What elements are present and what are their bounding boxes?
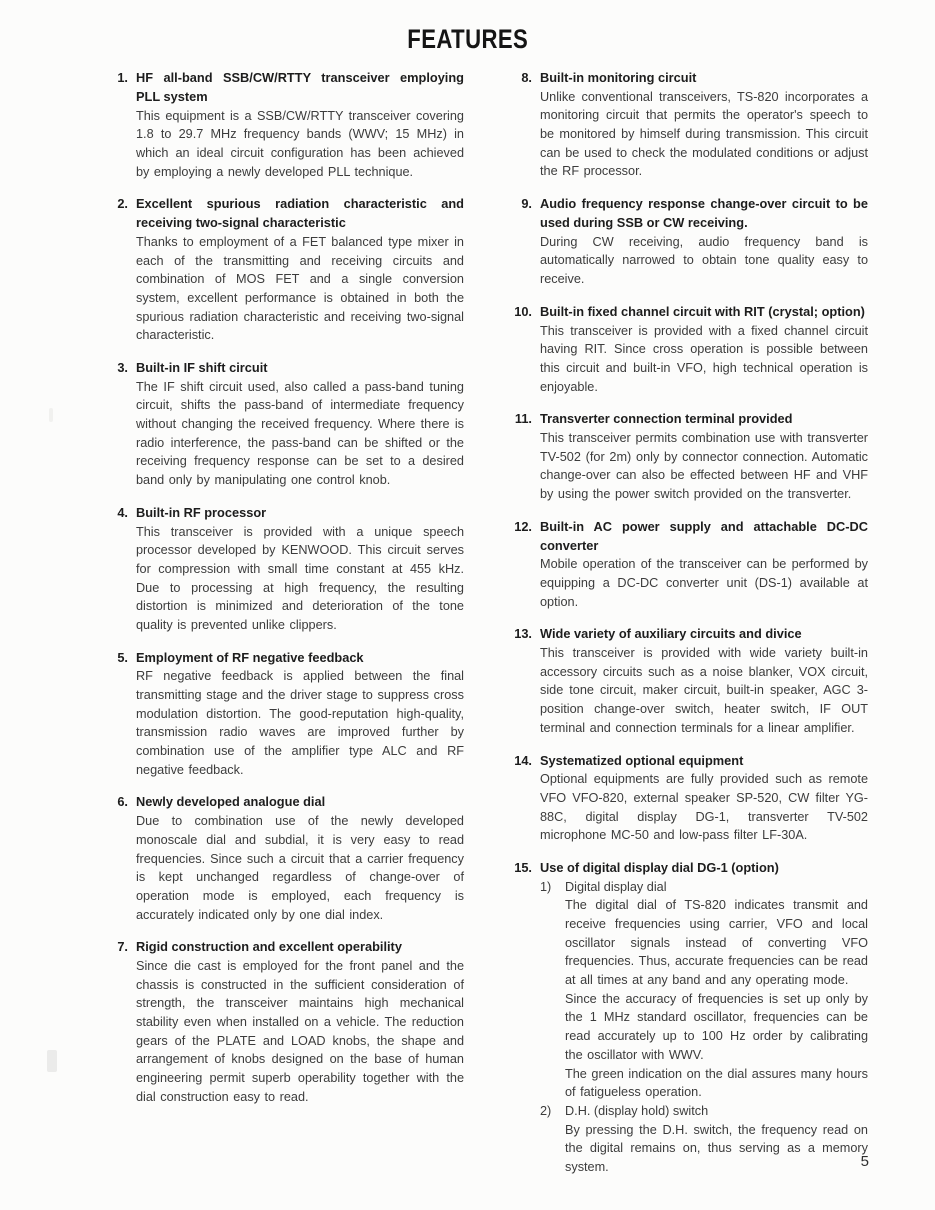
feature-paragraph: During CW receiving, audio frequency band is automatically narrowed to obtain tone quality easy to receive. xyxy=(540,234,868,287)
feature-number: 11. xyxy=(514,411,532,427)
feature-item xyxy=(104,504,464,635)
feature-number: 14. xyxy=(514,752,532,768)
feature-heading xyxy=(104,793,464,812)
feature-paragraph: This transceiver is provided with wide variety built-in accessory circuits such as a noise blanker, VOX circuit, side tone circuit, maker circuit, built-in speaker, AGC 3-position change-over switch, heater switch, IF OUT terminal and connection terminals for a linear amplifier. xyxy=(540,646,868,735)
page-number: 5 xyxy=(860,1153,869,1170)
subitem-number: 1) xyxy=(540,879,552,894)
feature-number: 7. xyxy=(117,939,128,955)
feature-heading xyxy=(104,195,464,233)
page-title xyxy=(0,0,935,55)
feature-item xyxy=(508,859,868,1177)
feature-number: 3. xyxy=(117,359,128,375)
feature-item xyxy=(508,195,868,289)
scan-artifact xyxy=(49,408,53,422)
feature-item xyxy=(104,195,464,345)
feature-heading-text: Built-in IF shift circuit xyxy=(136,359,268,375)
right-column xyxy=(508,69,868,1191)
subitem-paragraph: By pressing the D.H. switch, the frequency read on the digital remains on, thus serving as a memory system. xyxy=(565,1122,868,1174)
feature-heading xyxy=(104,69,464,107)
feature-number: 6. xyxy=(117,794,128,810)
feature-heading-text: Audio frequency response change-over circuit to be used during SSB or CW receiving. xyxy=(540,196,868,230)
subitem-paragraph: Since the accuracy of frequencies is set up only by the 1 MHz standard oscillator, frequencies can be read accurately up to 100 Hz order by calibrating the oscillator with WWV. xyxy=(565,991,868,1062)
feature-heading xyxy=(104,504,464,523)
feature-number: 5. xyxy=(117,649,128,665)
feature-item xyxy=(104,359,464,490)
feature-heading xyxy=(104,649,464,668)
feature-paragraph: Thanks to employment of a FET balanced type mixer in each of the transmitting and receiving circuits and combination of MOS FET and a single conversion system, excellent performance is obtained in both the spurious radiation characteristic and receiving two-signal characteristic. xyxy=(136,234,464,343)
feature-heading-text: Excellent spurious radiation characteristic and receiving two-signal characteristic xyxy=(136,196,464,231)
feature-subitem xyxy=(540,878,868,1102)
feature-heading-text: Newly developed analogue dial xyxy=(136,794,326,810)
feature-paragraph: Mobile operation of the transceiver can be performed by equipping a DC-DC converter unit (DS-1) available at option. xyxy=(540,557,868,609)
feature-heading-text: Employment of RF negative feedback xyxy=(136,649,364,665)
feature-item xyxy=(104,69,464,181)
feature-heading-text: Use of digital display dial DG-1 (option) xyxy=(540,859,779,875)
feature-heading xyxy=(508,859,868,878)
feature-number: 1. xyxy=(117,70,128,85)
feature-heading-text: Transverter connection terminal provided xyxy=(540,411,793,427)
feature-number: 4. xyxy=(117,504,128,520)
feature-subitem xyxy=(540,1102,868,1177)
feature-paragraph: RF negative feedback is applied between the final transmitting stage and the driver stage to suppress cross modulation distortion. The good-reputation high-quality, transmission radio waves are improved further by combination use of the amplifier type ALC and RF negative feedback. xyxy=(136,669,464,777)
feature-number: 8. xyxy=(521,70,532,85)
feature-paragraph: This transceiver permits combination use with transverter TV-502 (for 2m) only by connector connection. Automatic change-over can also be effected between HF and VHF by using the power switch provided on the transverter. xyxy=(540,431,868,502)
two-column-layout xyxy=(104,69,868,1191)
feature-item xyxy=(508,752,868,845)
feature-item xyxy=(104,938,464,1106)
feature-item xyxy=(104,649,464,780)
feature-heading xyxy=(508,518,868,556)
page-title-text: FEATURES xyxy=(407,24,528,54)
feature-heading-text: Built-in fixed channel circuit with RIT (crystal; option) xyxy=(540,303,865,319)
feature-paragraph: This transceiver is provided with a unique speech processor developed by KENWOOD. This circuit serves for compression with small time constant at 455 kHz. Due to processing at high frequency, the resulting distortion is minimized and deterioration of the tone quality is prevented unlike clippers. xyxy=(136,524,464,632)
feature-number: 13. xyxy=(514,626,532,642)
feature-paragraph: The IF shift circuit used, also called a pass-band tuning circuit, shifts the pass-band of intermediate frequency without changing the received frequency. Where there is radio interference, the pass-band can be shifted or the receiving frequency response can be set to a desired band only by manipulating one control knob. xyxy=(136,379,464,488)
feature-heading xyxy=(508,625,868,644)
feature-heading xyxy=(104,938,464,957)
feature-paragraph: This equipment is a SSB/CW/RTTY transceiver covering 1.8 to 29.7 MHz frequency bands (WWV; 15 MHz) in which an ideal circuit configuration has been achieved by employing a newly developed PLL technique. xyxy=(136,108,464,179)
feature-item xyxy=(508,625,868,737)
feature-item xyxy=(508,69,868,181)
feature-number: 9. xyxy=(521,196,532,212)
feature-paragraph: Optional equipments are fully provided such as remote VFO VFO-820, external speaker SP-520, CW filter YG-88C, digital display DG-1, transverter TV-502 microphone MC-50 and low-pass filter LF-30A. xyxy=(540,772,868,843)
feature-heading xyxy=(508,752,868,771)
feature-number: 2. xyxy=(117,196,128,212)
feature-item xyxy=(508,303,868,396)
subitem-label: D.H. (display hold) switch xyxy=(565,1103,709,1118)
scan-artifact xyxy=(47,1050,57,1072)
feature-heading-text: Systematized optional equipment xyxy=(540,752,744,768)
feature-item xyxy=(508,410,868,503)
feature-paragraph: Since die cast is employed for the front panel and the chassis is constructed in the sufficient consideration of strength, the transceiver maintains high mechanical stability even when installed on a vehicle. The reduction gears of the PLATE and LOAD knobs, the shape and arrangement of knobs designed on the base of human engineering permit superb operability together with the dial construction easy to read. xyxy=(136,959,464,1104)
subitem-paragraph: The green indication on the dial assures many hours of fatigueless operation. xyxy=(565,1066,868,1100)
feature-heading-text: HF all-band SSB/CW/RTTY transceiver employing PLL system xyxy=(136,70,464,104)
feature-heading xyxy=(508,410,868,429)
feature-paragraph: This transceiver is provided with a fixed channel circuit having RIT. Since cross operation is possible between this circuit and built-in VFO, high technical operation is enjoyable. xyxy=(540,323,868,394)
feature-heading-text: Built-in RF processor xyxy=(136,504,267,520)
subitem-heading xyxy=(540,878,868,897)
left-column xyxy=(104,69,464,1191)
feature-number: 12. xyxy=(514,518,532,534)
subitem-number: 2) xyxy=(540,1103,552,1118)
feature-number: 15. xyxy=(514,859,532,875)
feature-heading xyxy=(508,69,868,88)
feature-heading xyxy=(104,359,464,378)
feature-number: 10. xyxy=(514,303,532,319)
feature-paragraph: Due to combination use of the newly developed monoscale dial and subdial, it is very easy to read frequencies. Since such a circuit that a carrier frequency is kept unchanged regardless of change-over of operation mode is employed, each frequency is accurately indicated only by one dial index. xyxy=(136,814,464,922)
feature-heading xyxy=(508,303,868,322)
feature-item xyxy=(104,793,464,924)
feature-heading-text: Built-in monitoring circuit xyxy=(540,70,697,85)
subitem-paragraph: The digital dial of TS-820 indicates transmit and receive frequencies using carrier, VFO and local oscillator signals instead of converting VFO frequencies. Thus, accurate frequencies can be read at all times at any band and any operating mode. xyxy=(565,898,868,988)
feature-heading-text: Rigid construction and excellent operability xyxy=(136,939,402,955)
feature-heading-text: Built-in AC power supply and attachable DC-DC converter xyxy=(540,518,868,553)
subitem-label: Digital display dial xyxy=(565,879,667,894)
subitem-heading xyxy=(540,1102,868,1121)
feature-heading-text: Wide variety of auxiliary circuits and divice xyxy=(540,626,802,642)
feature-item xyxy=(508,518,868,612)
feature-heading xyxy=(508,195,868,233)
feature-paragraph: Unlike conventional transceivers, TS-820 incorporates a monitoring circuit that permits the operator's speech to be monitored by himself during transmission. This circuit can be used to check the modulated conditions or adjust the RF processor. xyxy=(540,89,868,179)
